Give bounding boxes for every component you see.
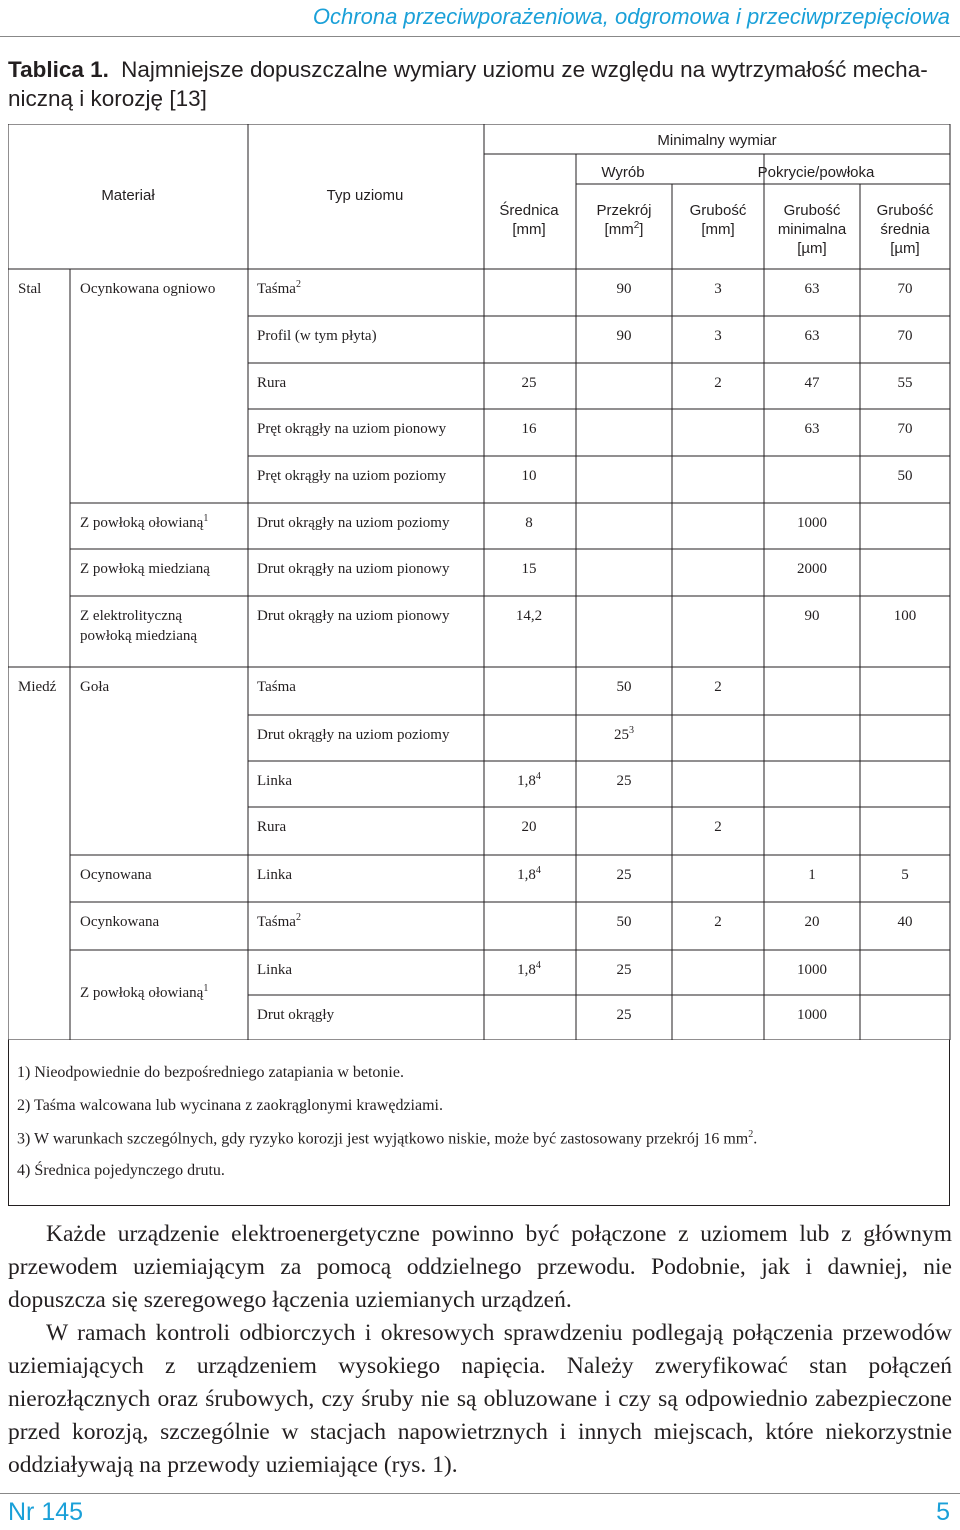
cell-s: 50: [616, 914, 632, 930]
cell-cavg: 100: [893, 608, 917, 624]
table-grid: [8, 124, 952, 1040]
cell-d: 8: [525, 515, 533, 531]
cell-d: 14,2: [515, 608, 543, 624]
header-coat-avg: Grubość: [876, 202, 934, 219]
cell-s: 90: [616, 281, 632, 297]
caption-line1: Najmniejsze dopuszczalne wymiary uziomu ze względu na wytrzymałość mecha-: [121, 57, 928, 82]
header-coat-min: Grubość: [783, 202, 841, 219]
cell-cmin: 1000: [797, 1007, 827, 1023]
row-kind-2: powłoką miedzianą: [80, 628, 198, 644]
row-type: Drut okrągły: [257, 1007, 335, 1023]
header-coat-min-unit: [µm]: [797, 240, 827, 257]
note-3-sup: 2: [748, 1129, 754, 1140]
page-number: 5: [936, 1498, 950, 1526]
issue-number: Nr 145: [8, 1498, 84, 1526]
row-kind: Z powłoką miedzianą: [80, 561, 210, 577]
cell-cmin: 63: [804, 281, 820, 297]
cell-cavg: 70: [897, 328, 913, 344]
cell-s: 25: [616, 962, 632, 978]
row-material: Stal: [18, 281, 42, 297]
running-header: Ochrona przeciwporażeniowa, odgromowa i przeciwprzepięciowa: [312, 4, 950, 29]
note-3: [17, 1129, 757, 1148]
cell-d: $1,8^4$: [517, 960, 541, 978]
note-1: 1) Nieodpowiednie do bezpośredniego zatapiania w betonie.: [17, 1064, 404, 1081]
note-3-tail: .: [753, 1130, 758, 1148]
cell-cmin: 1000: [797, 962, 827, 978]
dimensions-table: [8, 124, 952, 1040]
row-type: Linka: [257, 867, 292, 883]
cell-cmin: 2000: [797, 561, 827, 577]
cell-t: 2: [714, 819, 722, 835]
header-coat-min-2: minimalna: [777, 221, 847, 238]
row-type: Taśma$^2$: [257, 279, 301, 297]
header-coat-avg-2: średnia: [880, 221, 930, 238]
cell-cavg: 50: [897, 468, 913, 484]
cell-t: 3: [714, 328, 722, 344]
header-rule: [0, 36, 960, 37]
cell-d: 25: [521, 375, 537, 391]
cell-s: $25^3$: [614, 725, 634, 743]
cell-s: 25: [616, 867, 632, 883]
header-thickness-unit: [mm]: [701, 221, 735, 238]
row-type: Taśma: [257, 679, 296, 695]
cell-cavg: 55: [897, 375, 913, 391]
cell-cmin: 1000: [797, 515, 827, 531]
cell-cavg: 40: [897, 914, 913, 930]
cell-t: 2: [714, 914, 722, 930]
row-type: Drut okrągły na uziom pionowy: [257, 608, 450, 624]
cell-d: $1,8^4$: [517, 771, 541, 789]
caption-label: Tablica 1.: [8, 57, 109, 82]
cell-t: 2: [714, 375, 722, 391]
row-type: Drut okrągły na uziom pionowy: [257, 561, 450, 577]
header-coat-avg-unit: [µm]: [890, 240, 920, 257]
footer-rule: [0, 1493, 960, 1494]
note-2: 2) Taśma walcowana lub wycinana z zaokrąglonymi krawędziami.: [17, 1097, 443, 1114]
row-type: Linka: [257, 773, 292, 789]
row-type: Rura: [257, 375, 287, 391]
cell-d: 20: [521, 819, 537, 835]
row-material: Miedź: [18, 679, 57, 695]
cell-cavg: 70: [897, 281, 913, 297]
row-kind: Ocynkowana: [80, 914, 160, 930]
cell-cmin: 63: [804, 328, 820, 344]
table-notes: [8, 1040, 950, 1206]
cell-d: $1,8^4$: [517, 865, 541, 883]
header-material: Materiał: [101, 187, 155, 204]
header-coating: Pokrycie/powłoka: [757, 164, 875, 181]
cell-cmin: 20: [804, 914, 820, 930]
cell-s: 90: [616, 328, 632, 344]
cell-cavg: 70: [897, 421, 913, 437]
row-kind: Ocynowana: [80, 867, 152, 883]
row-type: Drut okrągły na uziom poziomy: [257, 727, 450, 743]
table-caption: [8, 55, 953, 113]
cell-s: 25: [616, 1007, 632, 1023]
paragraph-1: Każde urządzenie elektroenergetyczne powinno być połączone z uziomem lub z głównym przewodem uziemiającym za pomocą oddzielnego przewodu. Podobnie, jak i dawniej, nie dopuszcza się szeregowego łączenia uziemianych urządzeń.: [8, 1221, 952, 1313]
cell-cavg: 5: [901, 867, 909, 883]
header-product: Wyrób: [601, 164, 645, 181]
body-text: [8, 1218, 952, 1482]
header-diameter-unit: [mm]: [512, 221, 546, 238]
caption-line2: niczną i korozję [13]: [8, 86, 207, 111]
row-type: Profil (w tym płyta): [257, 328, 377, 344]
row-type: Pręt okrągły na uziom poziomy: [257, 468, 447, 484]
cell-cmin: 90: [804, 608, 820, 624]
paragraph-2: W ramach kontroli odbiorczych i okresowych sprawdzeniu podlegają połączenia przewodów uziemiających z urządzeniem wysokiego napięcia. Należy zweryfikować stan połączeń nierozłącznych oraz śrubowych, czy śruby nie są obluzowane i czy są odpowiednio zabezpieczone przed korozją, szczególnie w stacjach napowietrznych i innych miejscach, które niekorzystnie oddziaływają na przewody uziemiające (rys. 1).: [8, 1320, 952, 1478]
row-type: Drut okrągły na uziom poziomy: [257, 515, 450, 531]
cell-s: 50: [616, 679, 632, 695]
header-type: Typ uziomu: [326, 187, 404, 204]
row-type: Linka: [257, 962, 292, 978]
header-thickness: Grubość: [689, 202, 747, 219]
row-kind: Z powłoką ołowianą$^1$: [80, 513, 209, 531]
cell-cmin: 63: [804, 421, 820, 437]
header-section-unit: $[mm^2]$: [604, 220, 644, 238]
cell-t: 2: [714, 679, 722, 695]
header-diameter: Średnica: [499, 202, 559, 219]
cell-cmin: 47: [804, 375, 820, 391]
cell-d: 16: [521, 421, 537, 437]
row-type: Taśma$^2$: [257, 912, 301, 930]
cell-t: 3: [714, 281, 722, 297]
header-min-dimension: Minimalny wymiar: [657, 132, 777, 149]
row-kind: Z elektrolityczną: [80, 608, 183, 624]
cell-cmin: 1: [808, 867, 816, 883]
cell-d: 15: [521, 561, 537, 577]
header-section: Przekrój: [596, 202, 652, 219]
row-kind: Z powłoką ołowianą$^1$: [80, 983, 209, 1001]
note-3-text: 3) W warunkach szczególnych, gdy ryzyko korozji jest wyjątkowo niskie, może być zastosowany przekrój 16 mm: [17, 1130, 749, 1148]
note-4: 4) Średnica pojedynczego drutu.: [17, 1162, 225, 1179]
row-type: Pręt okrągły na uziom pionowy: [257, 421, 447, 437]
row-type: Rura: [257, 819, 287, 835]
row-kind: Goła: [80, 679, 110, 695]
cell-d: 10: [521, 468, 537, 484]
row-kind: Ocynkowana ogniowo: [80, 281, 216, 297]
cell-s: 25: [616, 773, 632, 789]
